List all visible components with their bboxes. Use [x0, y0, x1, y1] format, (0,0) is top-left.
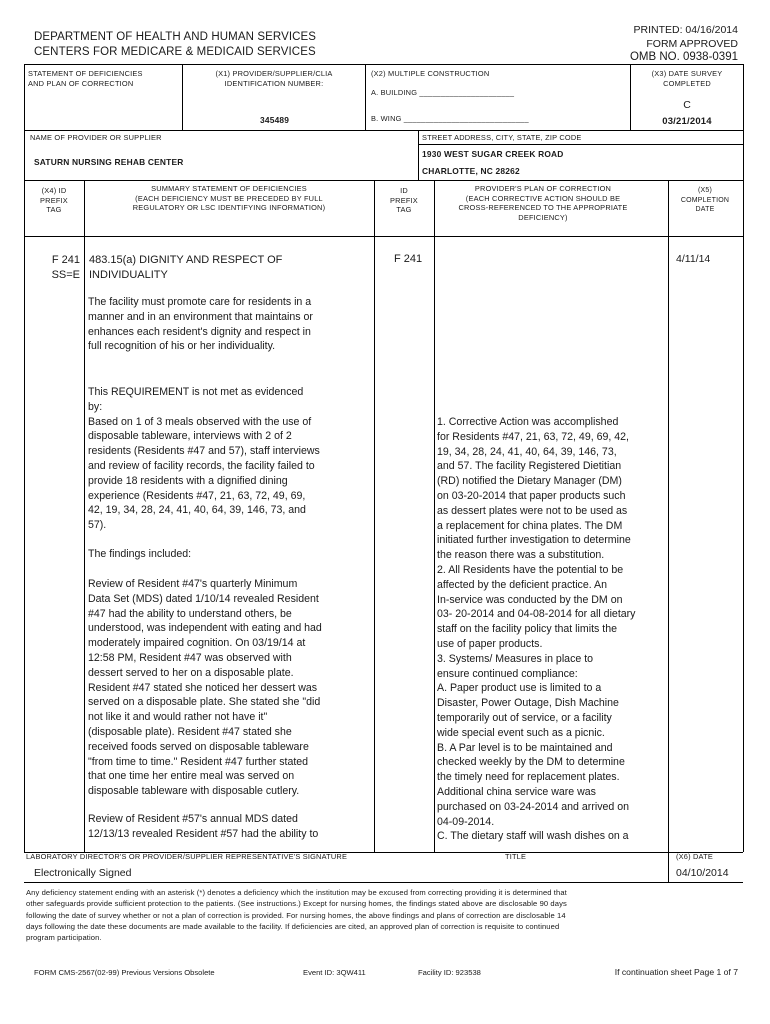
event-id: Event ID: 3QW411	[303, 968, 366, 977]
plan-divider	[668, 180, 669, 852]
form-info	[630, 24, 738, 65]
top-box-bottom	[24, 130, 743, 131]
plan-of-correction-text: 1. Corrective Action was accomplished for Residents #47, 21, 63, 72, 49, 69, 42, 19, 34, 28, 24, 41, 40, 64, 39, 146, 73, and 57. The facility Registered Dietitian (RD) notified the Dietary Manager (DM) on 03-20-2014 that paper products such as dessert plates were not to be used as a replacement for china plates. The DM initiated further investigation to determine the reason there was a substitution. 2. All Residents have the potential to be affected by the deficient practice. An In-service was conducted by the DM on 03- 20-2014 and 04-08-2014 for all dietary staff on the facility policy that limits the use of paper products. 3. Systems/ Measures in place to ensure continued compliance: A. Paper product use is limited to a Disaster, Power Outage, Dish Machine temporarily out of service, or a facility wide special event such as a picnic. B. A Par level is to be maintained and checked weekly by the DM to determine the timely need for replacement plates. Additional china service ware was purchased on 03-24-2014 and arrived on 04-09-2014. C. The dietary staff will wash dishes on a	[437, 416, 636, 843]
x2-divider	[365, 64, 366, 130]
provider-name-label: NAME OF PROVIDER OR SUPPLIER	[30, 133, 162, 142]
signature-date-label: (X6) DATE	[676, 852, 713, 861]
resident-57-findings: Review of Resident #57's annual MDS dated 12/13/13 revealed Resident #57 had the ability to	[88, 813, 319, 840]
x5-header: (X5) COMPLETION DATE	[680, 187, 730, 213]
summary-divider	[374, 180, 375, 852]
deficiency-tag: F 241 SS=E	[51, 254, 80, 281]
city-state-zip: CHARLOTTE, NC 28262	[422, 166, 520, 176]
plan-id-tag: F 241	[394, 253, 423, 265]
street-address: 1930 WEST SUGAR CREEK ROAD	[422, 149, 564, 159]
plan-header: PROVIDER'S PLAN OF CORRECTION (EACH CORRECTIVE ACTION SHOULD BE CROSS-REFERENCED TO THE APPROPRIATE DEFICIENCY)	[458, 184, 628, 222]
statement-label: STATEMENT OF DEFICIENCIES AND PLAN OF CORRECTION	[28, 69, 143, 88]
electronic-signature: Electronically Signed	[34, 867, 132, 879]
form-approved: FORM APPROVED	[646, 37, 738, 50]
page-number: If continuation sheet Page 1 of 7	[614, 967, 738, 977]
tag-divider	[84, 180, 85, 852]
completion-date: 4/11/14	[676, 253, 711, 265]
id-divider	[434, 180, 435, 852]
title-label: TITLE	[505, 852, 527, 861]
form-number: FORM CMS-2567(02-99) Previous Versions Obsolete	[34, 968, 215, 977]
x4-header: (X4) ID PREFIX TAG	[40, 186, 68, 214]
disclaimer-text: Any deficiency statement ending with an asterisk (*) denotes a deficiency which the institution may be excused from correcting providing it is determined that other safeguards provide sufficient protection to the patients. (See instructions.) Except for nursing homes, the findings stated above are disclosable 90 days following the date of survey whether or not a plan of correction is provided. For nursing homes, the above findings and plans of correction are disclosable 14 days following the date these documents are made available to the facility. If deficiencies are cited, an approved plan of correction is requisite to continued program participation.	[26, 888, 567, 943]
building-label: A. BUILDING ______________________	[371, 88, 515, 97]
provider-divider	[418, 130, 419, 180]
survey-completed-date: 03/21/2014	[662, 116, 712, 127]
regulation-text: The facility must promote care for residents in a manner and in an environment that maintains or enhances each resident's dignity and respect in full recognition of his or her individuality.	[88, 296, 313, 353]
provider-bottom	[24, 180, 743, 181]
signature-bottom	[24, 882, 743, 883]
main-right-border	[743, 180, 744, 852]
facility-id: Facility ID: 923538	[418, 968, 481, 977]
provider-right-border	[743, 130, 744, 180]
summary-header: SUMMARY STATEMENT OF DEFICIENCIES (EACH DEFICIENCY MUST BE PRECEDED BY FULL REGULATORY OR LSC IDENTIFYING INFORMATION)	[132, 184, 326, 212]
requirement-statement: This REQUIREMENT is not met as evidenced by: Based on 1 of 3 meals observed with the use of disposable tableware, interviews with 2 of 2 residents (Residents #47 and 57), staff interviews and review of facility records, the facility failed to provide 18 residents with a dignified dining experience (Residents #47, 21, 63, 72, 49, 69, 42, 19, 34, 28, 24, 41, 40, 64, 39, 146, 73, and 57).	[88, 386, 320, 532]
department-name: DEPARTMENT OF HEALTH AND HUMAN SERVICES	[34, 31, 317, 43]
x3-label: (X3) DATE SURVEY COMPLETED	[651, 69, 723, 88]
right-border-top	[743, 64, 744, 130]
findings-intro: The findings included:	[88, 548, 192, 560]
address-label-line	[418, 144, 743, 145]
id-header: ID PREFIX TAG	[390, 186, 418, 214]
address-label: STREET ADDRESS, CITY, STATE, ZIP CODE	[422, 133, 582, 142]
provider-id-number: 345489	[260, 115, 290, 125]
x3-divider	[630, 64, 631, 130]
signature-date: 04/10/2014	[676, 867, 729, 879]
top-border	[24, 64, 743, 65]
signature-label: LABORATORY DIRECTOR'S OR PROVIDER/SUPPLIER REPRESENTATIVE'S SIGNATURE	[26, 852, 348, 861]
x1-divider	[182, 64, 183, 130]
x2-label: (X2) MULTIPLE CONSTRUCTION	[371, 69, 490, 78]
provider-name: SATURN NURSING REHAB CENTER	[34, 157, 184, 167]
printed-date: PRINTED: 04/16/2014	[633, 24, 738, 36]
x1-label: (X1) PROVIDER/SUPPLIER/CLIA IDENTIFICATION NUMBER:	[215, 69, 333, 88]
agency-header	[34, 30, 316, 60]
column-header-bottom	[24, 236, 743, 237]
wing-label: B. WING _____________________________	[371, 114, 529, 123]
left-border-top	[24, 64, 25, 130]
provider-left-border	[24, 130, 25, 180]
regulation-title: 483.15(a) DIGNITY AND RESPECT OF INDIVIDUALITY	[89, 254, 283, 281]
centers-name: CENTERS FOR MEDICARE & MEDICAID SERVICES	[34, 46, 316, 58]
survey-type-letter: C	[683, 99, 691, 111]
resident-47-findings: Review of Resident #47's quarterly Minimum Data Set (MDS) dated 1/10/14 revealed Resident #47 had the ability to understand others, be understood, was independent with eating and had moderately impaired cognition. On 03/19/14 at 12:58 PM, Resident #47 was observed with dessert served to her on a disposable plate. Resident #47 stated she noticed her dessert was served on a disposable plate. She stated she "did not like it and would rather not have it" (disposable plate). Resident #47 stated she received foods served on disposable tableware "from time to time." Resident #47 further stated that one time her entire meal was served on disposable tableware with disposable cutlery.	[88, 578, 322, 798]
signature-divider	[668, 852, 669, 882]
omb-number: OMB NO. 0938-0391	[629, 51, 738, 63]
